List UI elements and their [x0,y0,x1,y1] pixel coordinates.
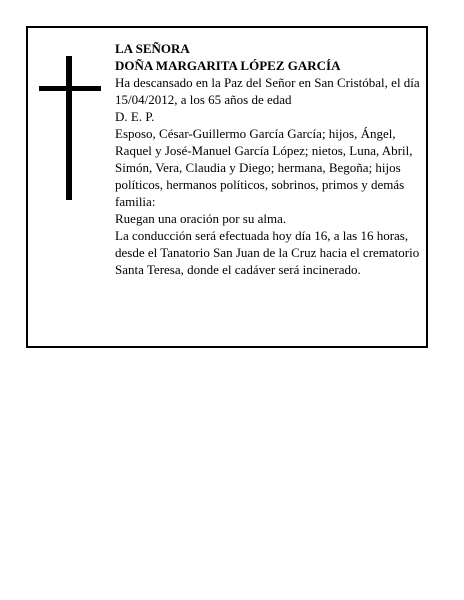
obituary-notice [26,26,428,348]
notice-title: LA SEÑORA [115,41,190,56]
funeral-details: La conducción será efectuada hoy día 16, a las 16 horas, desde el Tanatorio San Juan de la Cruz hacia el crematorio Santa Teresa, donde el cadáver será incinerado. [115,228,423,277]
notice-text-block [115,40,421,278]
prayer-request: Ruegan una oración por su alma. [115,211,287,226]
deceased-name: DOÑA MARGARITA LÓPEZ GARCÍA [115,58,341,73]
death-statement: Ha descansado en la Paz del Señor en San Cristóbal, el día 15/04/2012, a los 65 años de edad [115,75,423,107]
family-list: Esposo, César-Guillermo García García; hijos, Ángel, Raquel y José-Manuel García López; nietos, Luna, Abril, Simón, Vera, Claudia y Diego; hermana, Begoña; hijos políticos, hermanos políticos, sobrinos, primos y demás familia: [115,126,416,209]
cross-icon [39,56,101,200]
dep-abbreviation: D. E. P. [115,109,155,124]
cross-vertical-bar [66,56,72,200]
cross-horizontal-bar [39,86,101,91]
